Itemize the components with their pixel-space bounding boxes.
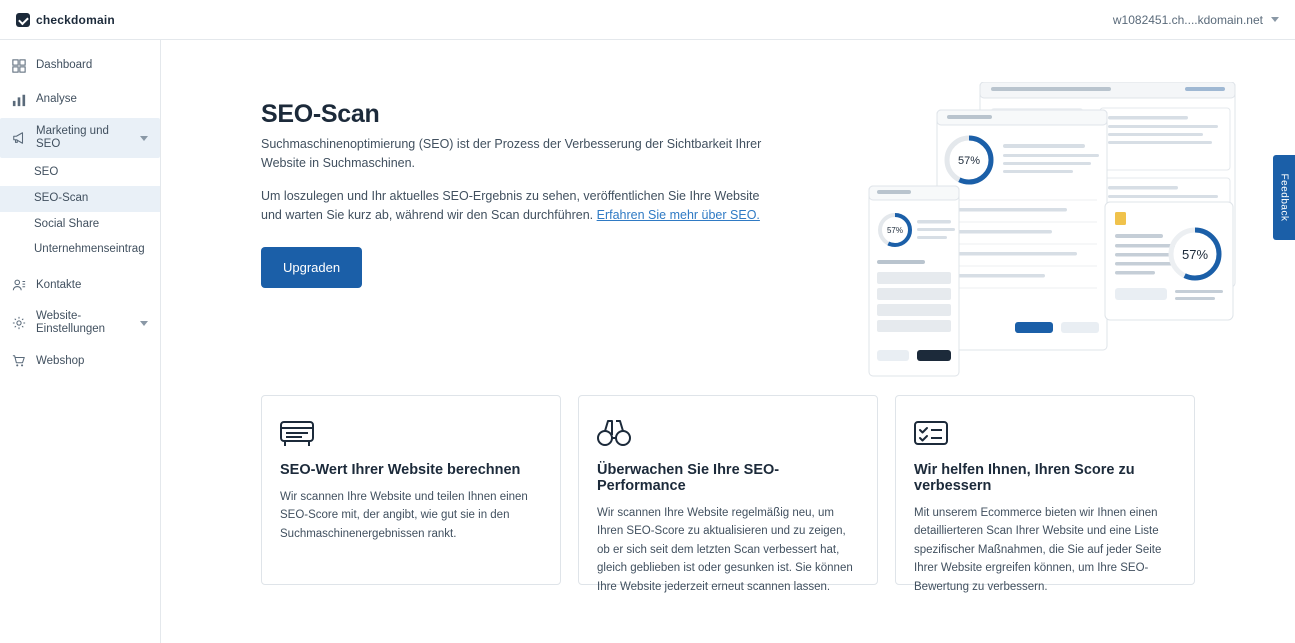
sidebar-item-seo[interactable] <box>0 160 160 186</box>
illustration-svg <box>865 82 1285 382</box>
domain-label: w1082451.ch....kdomain.net <box>1112 12 1263 27</box>
upgrade-button[interactable]: Upgraden <box>261 247 362 288</box>
feedback-tab[interactable] <box>1273 155 1295 240</box>
card-seo-value <box>261 395 561 585</box>
page-body <box>261 187 761 226</box>
sidebar-label-marketing-seo: Marketing und SEO <box>36 124 109 150</box>
card-title: Wir helfen Ihnen, Ihren Score zu verbessern <box>914 462 1135 494</box>
page-subtitle: Suchmaschinenoptimierung (SEO) ist der Prozess der Verbesserung der Sichtbarkeit Ihrer Website in Suchmaschinen. <box>261 137 762 170</box>
megaphone-icon <box>12 131 26 145</box>
sidebar <box>0 40 161 643</box>
page-body-text: Um loszulegen und Ihr aktuelles SEO-Ergebnis zu sehen, veröffentlichen Sie Ihre Website und warten Sie kurz ab, während wir den Scan durchführen. <box>261 188 760 222</box>
sidebar-item-unternehmenseintrag[interactable] <box>0 237 160 263</box>
svg-text:57%: 57% <box>1181 247 1209 262</box>
card-improve-score <box>895 395 1195 593</box>
brand-label: checkdomain <box>36 12 115 27</box>
sidebar-label-webshop: Webshop <box>36 354 85 367</box>
domain-selector[interactable] <box>1113 13 1279 27</box>
sidebar-label-analyse: Analyse <box>36 93 77 106</box>
svg-text:57%: 57% <box>886 226 904 235</box>
card-text: Wir scannen Ihre Website regelmäßig neu, um Ihren SEO-Score zu aktualisieren und zu zeigen, ob er sich seit dem letzten Scan verbessert hat, gleich geblieben ist oder gesunken ist. Sie können Ihre Website jederzeit erneut scannen lassen. <box>597 507 853 593</box>
binoculars-icon <box>597 414 859 448</box>
top-bar <box>0 0 1295 40</box>
card-title: SEO-Wert Ihrer Website berechnen <box>280 462 521 478</box>
cart-icon <box>12 354 26 368</box>
contacts-icon <box>12 278 26 292</box>
sidebar-label-kontakte: Kontakte <box>36 278 82 291</box>
card-text: Mit unserem Ecommerce bieten wir Ihnen einen detaillierteren Scan Ihrer Website und eine Liste spezifischer Maßnahmen, die Sie auf jeder Seite Ihrer Website ergreifen können, um Ihre SEO-Bewertung zu verbessern. <box>914 507 1162 593</box>
card-monitor-performance <box>578 395 878 593</box>
sidebar-label-social-share: Social Share <box>34 217 100 230</box>
seo-scan-illustration <box>865 82 1285 382</box>
sidebar-item-website-einstellungen[interactable] <box>0 303 160 343</box>
list-check-icon <box>914 414 1176 448</box>
card-text: Wir scannen Ihre Website und teilen Ihnen einen SEO-Score mit, der angibt, wie gut sie in den Suchmaschinenergebnissen rankt. <box>280 491 528 540</box>
sidebar-item-kontakte[interactable] <box>0 269 160 301</box>
sidebar-label-dashboard: Dashboard <box>36 59 93 72</box>
hero-section <box>161 40 1295 288</box>
sidebar-item-analyse[interactable] <box>0 84 160 116</box>
card-title: Überwachen Sie Ihre SEO-Performance <box>597 462 780 494</box>
chevron-down-icon <box>140 136 148 141</box>
chart-icon <box>12 93 26 107</box>
grid-icon <box>12 59 26 73</box>
gear-icon <box>12 316 26 330</box>
chevron-down-icon <box>1271 17 1279 22</box>
sidebar-label-seo: SEO <box>34 166 59 178</box>
brand-logo[interactable] <box>16 13 115 27</box>
sidebar-label-seo-scan: SEO-Scan <box>34 191 89 204</box>
feature-cards <box>261 395 1195 593</box>
main-content <box>161 40 1295 643</box>
sidebar-item-webshop[interactable] <box>0 345 160 377</box>
sidebar-item-social-share[interactable] <box>0 212 160 238</box>
calculator-icon <box>280 414 542 448</box>
sidebar-item-seo-scan[interactable] <box>0 186 160 212</box>
svg-text:57%: 57% <box>957 155 981 167</box>
sidebar-label-website-einstellungen: Website-Einstellungen <box>36 309 106 336</box>
sidebar-item-marketing-seo[interactable] <box>0 118 160 158</box>
sidebar-label-unternehmenseintrag: Unternehmenseintrag <box>34 243 145 256</box>
sidebar-item-dashboard[interactable] <box>0 50 160 82</box>
chevron-down-icon <box>140 321 148 326</box>
learn-more-link[interactable]: Erfahren Sie mehr über SEO. <box>596 207 760 222</box>
page-title: SEO-Scan <box>261 100 380 128</box>
checkmark-icon <box>16 13 30 27</box>
feedback-label: Feedback <box>1278 173 1290 222</box>
